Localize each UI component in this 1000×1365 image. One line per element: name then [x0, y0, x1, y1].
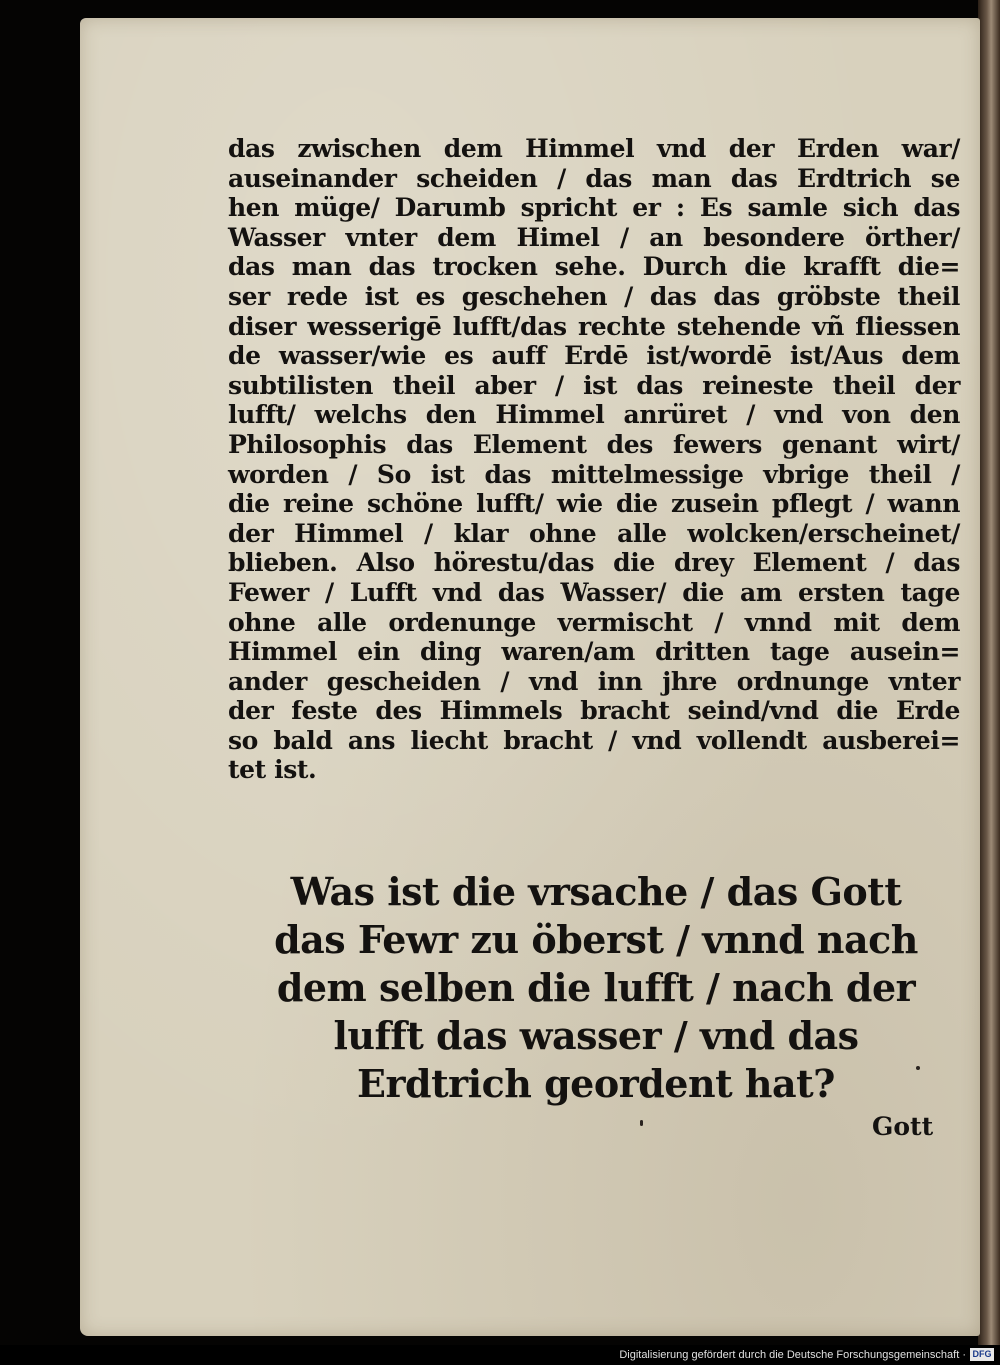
body-line: der Himmel / klar ohne alle wolcken/erscheinet/ [228, 518, 960, 548]
heading-line: Was ist die vrsache / das Gott [290, 869, 902, 914]
heading-line: Erdtrich geordent hat? [357, 1061, 835, 1106]
body-line: ohne alle ordenunge vermischt / vnnd mit dem [228, 607, 960, 637]
body-line: ander gescheiden / vnd inn jhre ordnunge vnter [228, 666, 960, 696]
body-line: so bald ans liecht bracht / vnd vollendt ausberei= [228, 725, 960, 755]
body-line: de wasser/wie es auff Erdē ist/wordē ist/Aus dem [228, 341, 960, 371]
body-text [228, 134, 960, 785]
ornament-dot [640, 1120, 643, 1126]
body-line: subtilisten theil aber / ist das reineste theil der [228, 370, 960, 400]
section-heading [232, 868, 960, 1108]
body-line: blieben. Also hörestu/das die drey Element / das [228, 548, 960, 578]
heading-line: das Fewr zu öberst / vnnd nach [274, 917, 918, 962]
heading-line: dem selben die lufft / nach der [276, 965, 916, 1010]
dfg-logo-icon: DFG [970, 1348, 994, 1361]
body-line: hen müge/ Darumb spricht er : Es samle sich das [228, 193, 960, 223]
body-line: Himmel ein ding waren/am dritten tage ausein= [228, 637, 960, 667]
body-line: worden / So ist das mittelmessige vbrige theil / [228, 459, 960, 489]
body-line: diser wesserigē lufft/das rechte stehende vñ fliessen [228, 311, 960, 341]
body-line: Wasser vnter dem Himel / an besondere örther/ [228, 222, 960, 252]
body-line: das zwischen dem Himmel vnd der Erden war/ [228, 134, 960, 163]
book-edge [978, 0, 1000, 1345]
body-line: Philosophis das Element des fewers genant wirt/ [228, 429, 960, 459]
body-line: der feste des Himmels bracht seind/vnd die Erde [228, 696, 960, 726]
body-line: auseinander scheiden / das man das Erdtrich se [228, 163, 960, 193]
catchword: Gott [872, 1112, 934, 1141]
body-line: lufft/ welchs den Himmel anrüret / vnd von den [228, 400, 960, 430]
ornament-dot [916, 1066, 920, 1070]
heading-line: lufft das wasser / vnd das [333, 1013, 859, 1058]
body-line: die reine schöne lufft/ wie die zusein pflegt / wann [228, 489, 960, 519]
body-line: ser rede ist es geschehen / das das gröbste theil [228, 281, 960, 311]
body-line: das man das trocken sehe. Durch die krafft die= [228, 252, 960, 282]
digitization-credit: Digitalisierung gefördert durch die Deutsche Forschungsgemeinschaft · [619, 1349, 966, 1361]
body-line-last: tet ist. [228, 755, 317, 785]
body-line: Fewer / Lufft vnd das Wasser/ die am ersten tage [228, 577, 960, 607]
